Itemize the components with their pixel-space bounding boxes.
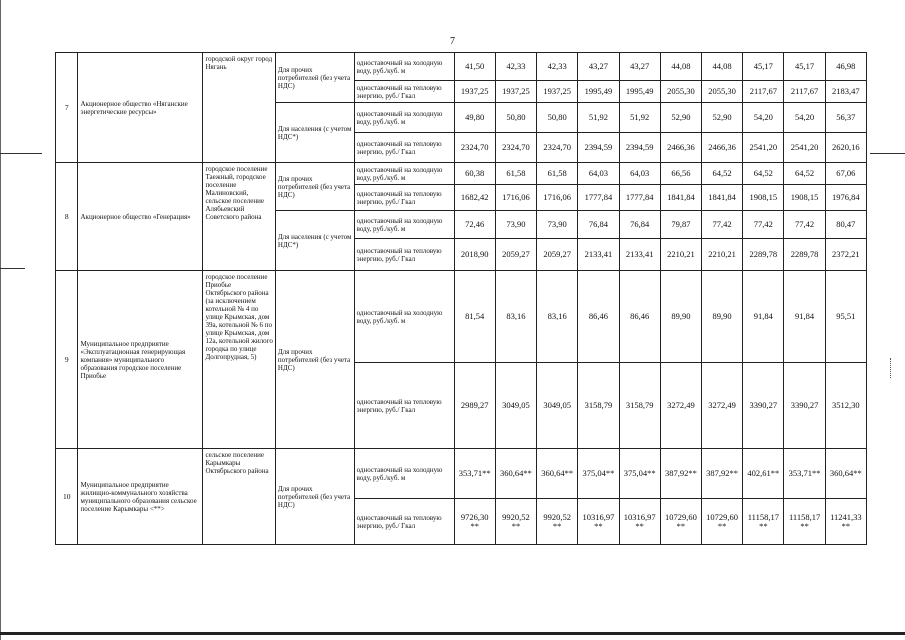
tariff-value: 83,16 bbox=[537, 271, 578, 363]
tariff-value: 1777,84 bbox=[578, 185, 619, 211]
tariff-value: 360,64** bbox=[495, 449, 536, 499]
organization-name: Муниципальное предприятие жилищно-коммунального хозяйства муниципального образования сельское поселение Карымкары <**> bbox=[78, 449, 203, 545]
tariff-value: 353,71** bbox=[784, 449, 825, 499]
territory: городское поселение Приобье Октябрьского района (за исключением котельной № 4 по улице Крымская, дом 39а, котельной № 6 по улице Крымская, дом 12а, котельной жилого городка по улице Долгопрудная, 5) bbox=[203, 271, 275, 449]
tariff-value: 1841,84 bbox=[660, 185, 701, 211]
tariff-value: 73,90 bbox=[495, 211, 536, 239]
tariff-value: 2055,30 bbox=[660, 81, 701, 103]
tariff-value: 387,92** bbox=[702, 449, 743, 499]
tariff-value: 1937,25 bbox=[495, 81, 536, 103]
tariff-value: 64,03 bbox=[578, 163, 619, 185]
tariff-value: 360,64** bbox=[537, 449, 578, 499]
tariff-value: 46,98 bbox=[825, 53, 866, 81]
row-number: 9 bbox=[56, 271, 78, 449]
tariff-value: 2324,70 bbox=[495, 133, 536, 163]
tariff-value: 64,52 bbox=[702, 163, 743, 185]
tariff-value: 77,42 bbox=[784, 211, 825, 239]
tariff-value: 2989,27 bbox=[454, 363, 495, 449]
tariff-value: 50,80 bbox=[537, 103, 578, 133]
tariff-value: 54,20 bbox=[784, 103, 825, 133]
tariff-value: 51,92 bbox=[619, 103, 660, 133]
tariff-value: 2466,36 bbox=[702, 133, 743, 163]
tariff-value: 76,84 bbox=[578, 211, 619, 239]
tariff-value: 10729,60 ** bbox=[702, 499, 743, 545]
consumer-group: Для прочих потребителей (без учета НДС) bbox=[275, 53, 354, 103]
tariff-value: 2133,41 bbox=[619, 239, 660, 271]
margin-line bbox=[0, 153, 42, 154]
tariff-value: 387,92** bbox=[660, 449, 701, 499]
organization-name: Муниципальное предприятие «Эксплуатационная генерирующая компания» муниципального образования городское поселение Приобье bbox=[78, 271, 203, 449]
tariff-value: 1908,15 bbox=[743, 185, 784, 211]
tariff-value: 10316,97 ** bbox=[619, 499, 660, 545]
tariff-value: 1908,15 bbox=[784, 185, 825, 211]
table-row bbox=[56, 163, 867, 185]
tariff-table bbox=[55, 52, 867, 545]
tariff-value: 50,80 bbox=[495, 103, 536, 133]
tariff-type: одноставочный на холодную воду, руб./куб. м bbox=[354, 53, 454, 81]
margin-stamp bbox=[890, 358, 899, 378]
tariff-value: 2133,41 bbox=[578, 239, 619, 271]
tariff-value: 77,42 bbox=[702, 211, 743, 239]
margin-line bbox=[0, 268, 25, 269]
tariff-value: 89,90 bbox=[660, 271, 701, 363]
tariff-value: 2324,70 bbox=[537, 133, 578, 163]
tariff-value: 64,52 bbox=[784, 163, 825, 185]
tariff-value: 95,51 bbox=[825, 271, 866, 363]
tariff-type: одноставочный на холодную воду, руб./куб. м bbox=[354, 449, 454, 499]
tariff-value: 2117,67 bbox=[743, 81, 784, 103]
tariff-value: 3049,05 bbox=[495, 363, 536, 449]
tariff-value: 1777,84 bbox=[619, 185, 660, 211]
tariff-value: 2059,27 bbox=[537, 239, 578, 271]
tariff-value: 9726,30 ** bbox=[454, 499, 495, 545]
tariff-value: 45,17 bbox=[784, 53, 825, 81]
tariff-value: 2324,70 bbox=[454, 133, 495, 163]
tariff-value: 360,64** bbox=[825, 449, 866, 499]
tariff-value: 1937,25 bbox=[537, 81, 578, 103]
tariff-value: 2541,20 bbox=[743, 133, 784, 163]
tariff-value: 402,61** bbox=[743, 449, 784, 499]
row-number: 7 bbox=[56, 53, 78, 163]
tariff-value: 1995,49 bbox=[619, 81, 660, 103]
tariff-value: 44,08 bbox=[660, 53, 701, 81]
territory: городской округ город Нягань bbox=[203, 53, 275, 163]
tariff-value: 76,84 bbox=[619, 211, 660, 239]
tariff-value: 11158,17 ** bbox=[784, 499, 825, 545]
tariff-value: 10316,97 ** bbox=[578, 499, 619, 545]
tariff-type: одноставочный на холодную воду, руб./куб. м bbox=[354, 163, 454, 185]
tariff-value: 2394,59 bbox=[578, 133, 619, 163]
tariff-type: одноставочный на тепловую энергию, руб./ Гкал bbox=[354, 239, 454, 271]
tariff-value: 2394,59 bbox=[619, 133, 660, 163]
tariff-value: 52,90 bbox=[702, 103, 743, 133]
tariff-value: 2466,36 bbox=[660, 133, 701, 163]
tariff-type: одноставочный на тепловую энергию, руб./ Гкал bbox=[354, 133, 454, 163]
tariff-value: 9920,52 ** bbox=[537, 499, 578, 545]
scan-bottom-edge bbox=[0, 632, 905, 635]
territory: городское поселение Таежный, городское поселение Малиновский, сельское поселение Алябьевский Советского района bbox=[203, 163, 275, 271]
tariff-value: 2620,16 bbox=[825, 133, 866, 163]
tariff-value: 3512,30 bbox=[825, 363, 866, 449]
tariff-value: 72,46 bbox=[454, 211, 495, 239]
tariff-value: 2210,21 bbox=[702, 239, 743, 271]
tariff-value: 43,27 bbox=[619, 53, 660, 81]
table-row bbox=[56, 271, 867, 363]
tariff-value: 375,04** bbox=[619, 449, 660, 499]
tariff-type: одноставочный на тепловую энергию, руб./ Гкал bbox=[354, 363, 454, 449]
tariff-value: 2117,67 bbox=[784, 81, 825, 103]
tariff-type: одноставочный на тепловую энергию, руб./ Гкал bbox=[354, 499, 454, 545]
tariff-value: 81,54 bbox=[454, 271, 495, 363]
tariff-value: 3390,27 bbox=[743, 363, 784, 449]
tariff-value: 1976,84 bbox=[825, 185, 866, 211]
consumer-group: Для прочих потребителей (без учета НДС) bbox=[275, 271, 354, 449]
tariff-value: 83,16 bbox=[495, 271, 536, 363]
tariff-value: 1682,42 bbox=[454, 185, 495, 211]
tariff-value: 3158,79 bbox=[619, 363, 660, 449]
tariff-value: 64,52 bbox=[743, 163, 784, 185]
tariff-value: 375,04** bbox=[578, 449, 619, 499]
tariff-value: 52,90 bbox=[660, 103, 701, 133]
tariff-type: одноставочный на тепловую энергию, руб./ Гкал bbox=[354, 81, 454, 103]
tariff-value: 73,90 bbox=[537, 211, 578, 239]
tariff-value: 2055,30 bbox=[702, 81, 743, 103]
tariff-value: 89,90 bbox=[702, 271, 743, 363]
tariff-value: 60,38 bbox=[454, 163, 495, 185]
tariff-value: 1995,49 bbox=[578, 81, 619, 103]
tariff-value: 1937,25 bbox=[454, 81, 495, 103]
tariff-value: 54,20 bbox=[743, 103, 784, 133]
scan-left-edge bbox=[0, 0, 1, 640]
tariff-value: 2372,21 bbox=[825, 239, 866, 271]
tariff-value: 44,08 bbox=[702, 53, 743, 81]
tariff-value: 3049,05 bbox=[537, 363, 578, 449]
tariff-value: 64,03 bbox=[619, 163, 660, 185]
tariff-value: 91,84 bbox=[743, 271, 784, 363]
tariff-value: 86,46 bbox=[578, 271, 619, 363]
tariff-value: 1841,84 bbox=[702, 185, 743, 211]
tariff-type: одноставочный на холодную воду, руб./куб. м bbox=[354, 211, 454, 239]
tariff-value: 91,84 bbox=[784, 271, 825, 363]
table-row bbox=[56, 449, 867, 499]
tariff-value: 80,47 bbox=[825, 211, 866, 239]
tariff-type: одноставочный на тепловую энергию, руб./ Гкал bbox=[354, 185, 454, 211]
tariff-value: 3390,27 bbox=[784, 363, 825, 449]
tariff-value: 42,33 bbox=[537, 53, 578, 81]
consumer-group: Для прочих потребителей (без учета НДС) bbox=[275, 163, 354, 211]
tariff-value: 2059,27 bbox=[495, 239, 536, 271]
territory: сельское поселение Карымкары Октябрьского района bbox=[203, 449, 275, 545]
tariff-value: 49,80 bbox=[454, 103, 495, 133]
tariff-value: 2210,21 bbox=[660, 239, 701, 271]
margin-line bbox=[870, 153, 905, 154]
tariff-value: 56,37 bbox=[825, 103, 866, 133]
tariff-value: 3272,49 bbox=[702, 363, 743, 449]
organization-name: Акционерное общество «Няганские энергетические ресурсы» bbox=[78, 53, 203, 163]
tariff-value: 77,42 bbox=[743, 211, 784, 239]
tariff-value: 45,17 bbox=[743, 53, 784, 81]
consumer-group: Для населения (с учетом НДС*) bbox=[275, 103, 354, 163]
tariff-value: 2289,78 bbox=[784, 239, 825, 271]
tariff-value: 61,58 bbox=[495, 163, 536, 185]
tariff-value: 79,87 bbox=[660, 211, 701, 239]
tariff-value: 2018,90 bbox=[454, 239, 495, 271]
tariff-value: 41,50 bbox=[454, 53, 495, 81]
tariff-value: 1716,06 bbox=[495, 185, 536, 211]
tariff-value: 66,56 bbox=[660, 163, 701, 185]
tariff-value: 2289,78 bbox=[743, 239, 784, 271]
tariff-value: 42,33 bbox=[495, 53, 536, 81]
organization-name: Акционерное общество «Генерация» bbox=[78, 163, 203, 271]
consumer-group: Для прочих потребителей (без учета НДС) bbox=[275, 449, 354, 545]
tariff-value: 2183,47 bbox=[825, 81, 866, 103]
tariff-value: 11158,17 ** bbox=[743, 499, 784, 545]
tariff-value: 61,58 bbox=[537, 163, 578, 185]
row-number: 10 bbox=[56, 449, 78, 545]
tariff-value: 11241,33 ** bbox=[825, 499, 866, 545]
tariff-value: 3158,79 bbox=[578, 363, 619, 449]
tariff-value: 9920,52 ** bbox=[495, 499, 536, 545]
tariff-value: 86,46 bbox=[619, 271, 660, 363]
tariff-value: 43,27 bbox=[578, 53, 619, 81]
row-number: 8 bbox=[56, 163, 78, 271]
page-number: 7 bbox=[450, 36, 455, 47]
tariff-type: одноставочный на холодную воду, руб./куб. м bbox=[354, 103, 454, 133]
tariff-value: 1716,06 bbox=[537, 185, 578, 211]
tariff-value: 2541,20 bbox=[784, 133, 825, 163]
consumer-group: Для населения (с учетом НДС*) bbox=[275, 211, 354, 271]
tariff-value: 3272,49 bbox=[660, 363, 701, 449]
tariff-value: 10729,60 ** bbox=[660, 499, 701, 545]
tariff-value: 51,92 bbox=[578, 103, 619, 133]
tariff-value: 353,71** bbox=[454, 449, 495, 499]
table-row bbox=[56, 53, 867, 81]
tariff-type: одноставочный на холодную воду, руб./куб. м bbox=[354, 271, 454, 363]
tariff-value: 67,06 bbox=[825, 163, 866, 185]
